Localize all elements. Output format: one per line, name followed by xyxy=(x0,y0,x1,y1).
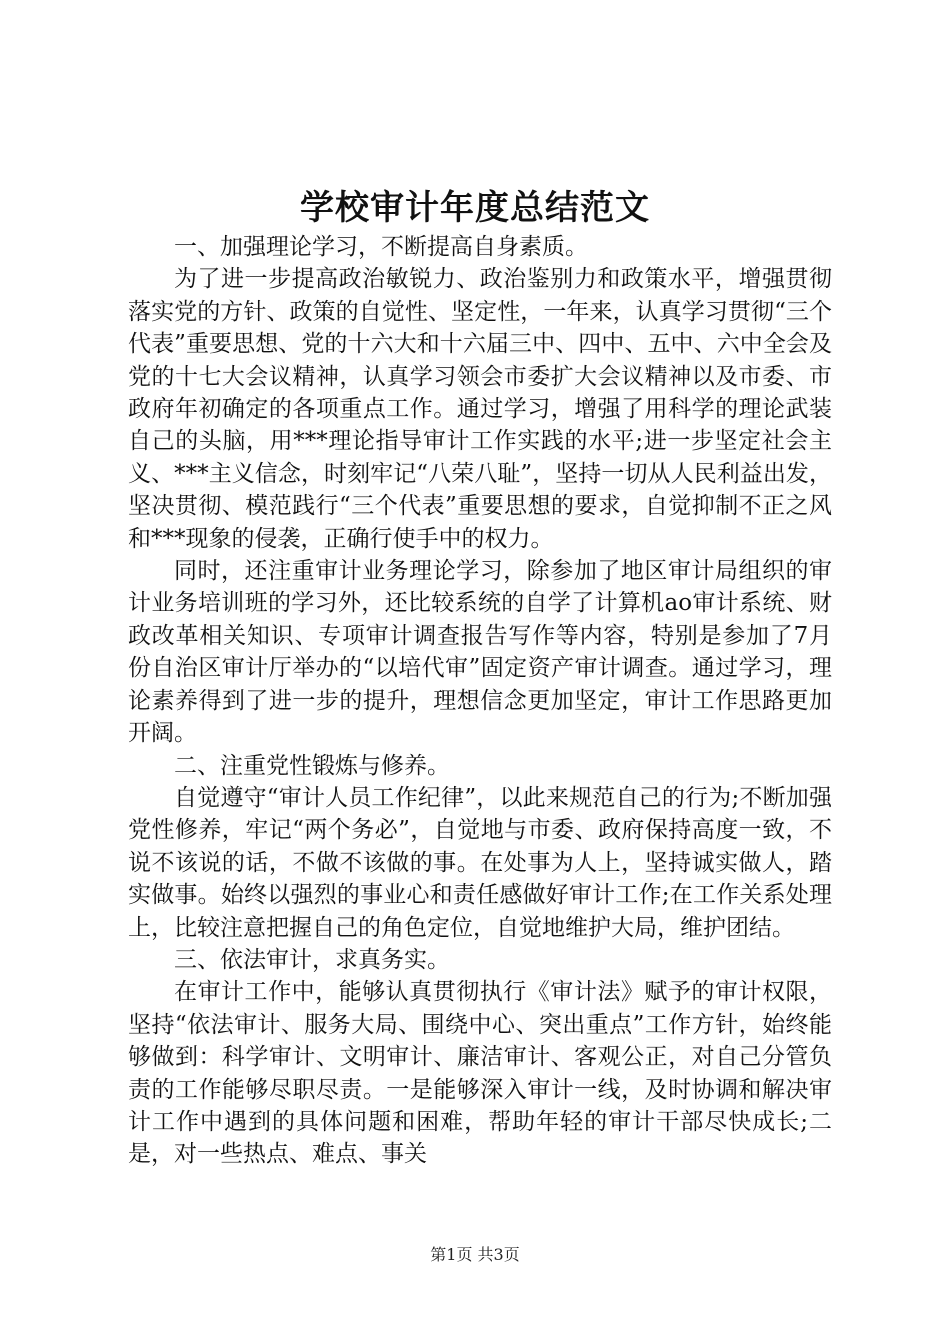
section-heading-3: 三、依法审计，求真务实。 xyxy=(174,946,450,973)
section-heading-2: 二、注重党性锻炼与修养。 xyxy=(174,752,450,779)
paragraph-3: 自觉遵守“审计人员工作纪律”，以此来规范自己的行为;不断加强党性修养，牢记“两个务必”，自觉地与市委、政府保持高度一致，不说不该说的话，不做不该做的事。在处事为人上，坚持诚实做人，踏实做事。始终以强烈的事业心和责任感做好审计工作;在工作关系处理上，比较注意把握自己的角色定位，自觉地维护大局，维护团结。 xyxy=(128,784,832,941)
paragraph-2: 同时，还注重审计业务理论学习，除参加了地区审计局组织的审计业务培训班的学习外，还比较系统的自学了计算机ao审计系统、财政改革相关知识、专项审计调查报告写作等内容，特别是参加了7月份自治区审计厅举办的“以培代审”固定资产审计调查。通过学习，理论素养得到了进一步的提升，理想信念更加坚定，审计工作思路更加开阔。 xyxy=(128,558,832,747)
document-title: 学校审计年度总结范文 xyxy=(300,188,650,228)
page-footer: 第1页 共3页 xyxy=(430,1245,520,1264)
paragraph-1: 为了进一步提高政治敏锐力、政治鉴别力和政策水平，增强贯彻落实党的方针、政策的自觉性、坚定性，一年来，认真学习贯彻“三个代表”重要思想、党的十六大和十六届三中、四中、五中、六中全会及党的十七大会议精神，认真学习领会市委扩大会议精神以及市委、市政府年初确定的各项重点工作。通过学习，增强了用科学的理论武装自己的头脑，用***理论指导审计工作实践的水平;进一步坚定社会主义、***主义信念，时刻牢记“八荣八耻”，坚持一切从人民利益出发，坚决贯彻、模范践行“三个代表”重要思想的要求，自觉抑制不正之风和***现象的侵袭，正确行使手中的权力。 xyxy=(128,266,832,552)
document-body xyxy=(128,231,832,1171)
paragraph-4: 在审计工作中，能够认真贯彻执行《审计法》赋予的审计权限，坚持“依法审计、服务大局、围绕中心、突出重点”工作方针，始终能够做到：科学审计、文明审计、廉洁审计、客观公正，对自己分管负责的工作能够尽职尽责。一是能够深入审计一线，及时协调和解决审计工作中遇到的具体问题和困难，帮助年轻的审计干部尽快成长;二是，对一些热点、难点、事关 xyxy=(128,979,832,1168)
section-heading-1: 一、加强理论学习，不断提高自身素质。 xyxy=(174,234,588,260)
